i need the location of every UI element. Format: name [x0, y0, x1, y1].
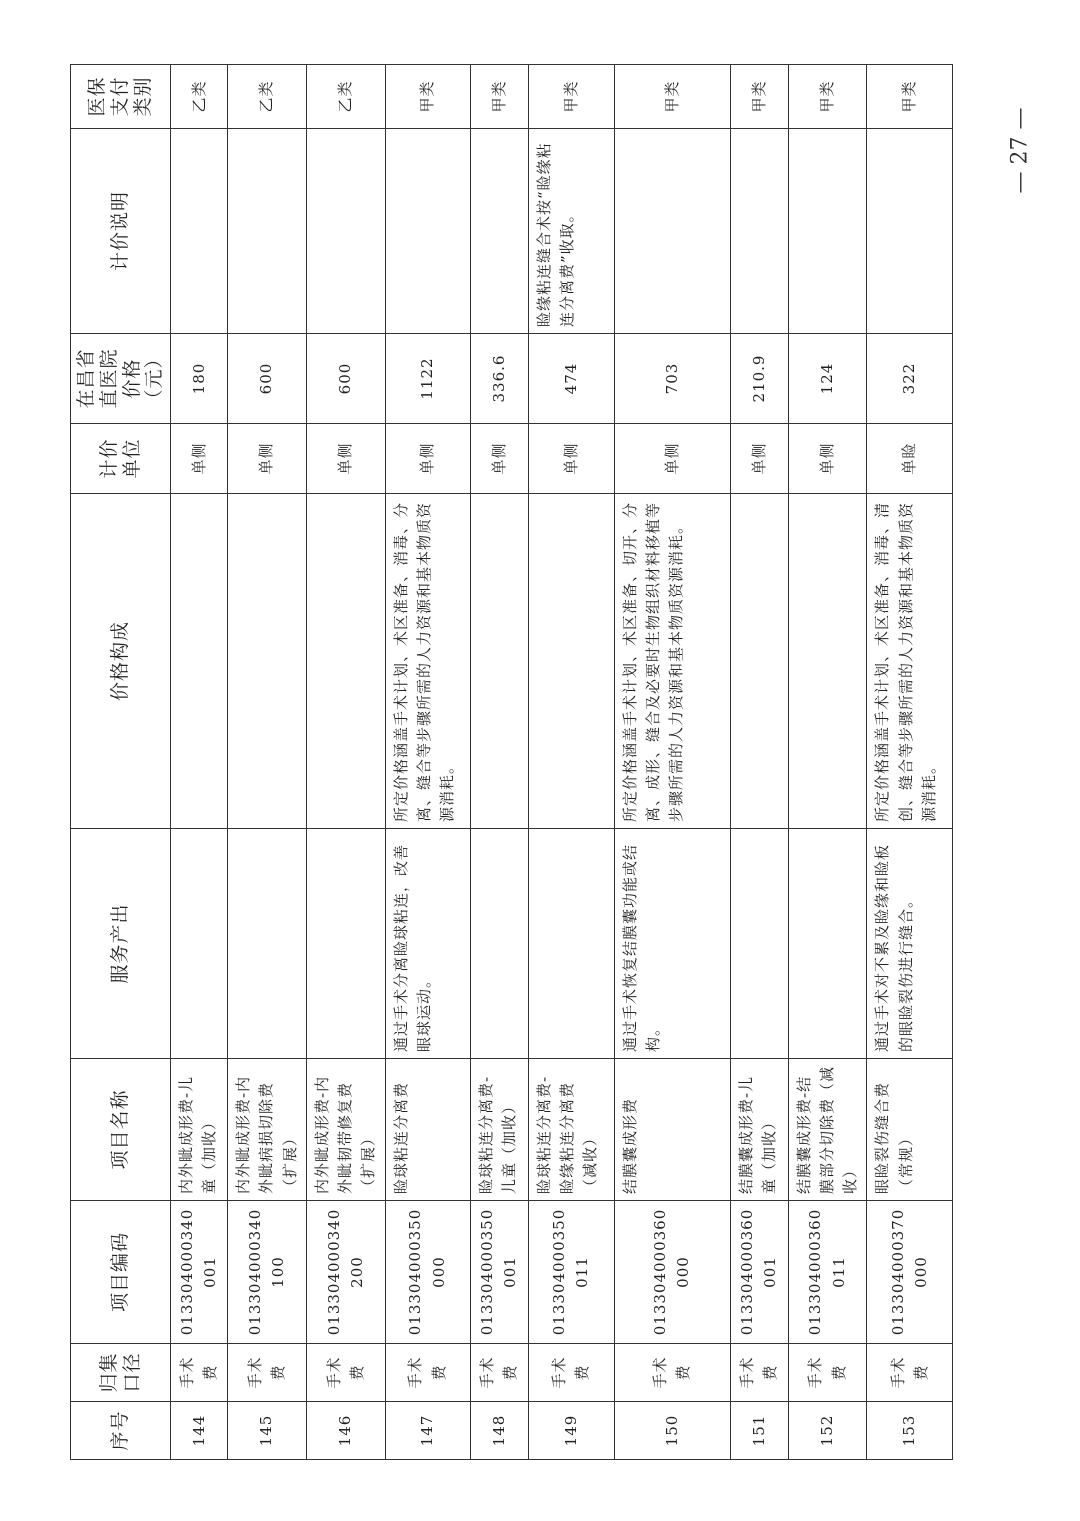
row-no: 153 [867, 1402, 953, 1460]
row-insurance: 乙类 [306, 65, 385, 129]
page-number-text: — 27 — [1007, 107, 1033, 193]
row-price: 322 [867, 334, 953, 424]
row-code: 013304000360001 [730, 1201, 788, 1344]
row-output: 通过手术对不累及睑缘和睑板的眼睑裂伤进行缝合。 [867, 829, 953, 1059]
header-no: 序号 [71, 1402, 171, 1460]
row-note [470, 129, 528, 334]
row-price: 180 [171, 334, 228, 424]
row-composition: 所定价格涵盖手术计划、术区准备、消毒、分离、缝合等步骤所需的人力资源和基本物质资源消耗。 [385, 494, 470, 829]
row-unit: 单侧 [306, 424, 385, 494]
row-category: 手术费 [171, 1344, 228, 1402]
table-header-row [71, 65, 171, 1460]
row-unit: 单侧 [228, 424, 307, 494]
header-note: 计价说明 [71, 129, 171, 334]
row-code: 013304000370000 [867, 1201, 953, 1344]
row-category: 手术费 [788, 1344, 867, 1402]
row-unit: 单侧 [788, 424, 867, 494]
row-no: 147 [385, 1402, 470, 1460]
row-insurance: 甲类 [385, 65, 470, 129]
row-output [306, 829, 385, 1059]
row-price: 210.9 [730, 334, 788, 424]
row-output: 通过手术恢复结膜囊功能或结构。 [614, 829, 730, 1059]
row-composition [228, 494, 307, 829]
header-insurance: 医保支付类别 [71, 65, 171, 129]
row-composition [171, 494, 228, 829]
row-no: 148 [470, 1402, 528, 1460]
row-name: 眼睑裂伤缝合费（常规） [867, 1059, 953, 1201]
row-note [228, 129, 307, 334]
row-unit: 单侧 [614, 424, 730, 494]
header-category: 归集口径 [71, 1344, 171, 1402]
row-output [470, 829, 528, 1059]
row-note [385, 129, 470, 334]
table-row [788, 65, 867, 1460]
row-category: 手术费 [528, 1344, 614, 1402]
row-name: 结膜囊成形费-儿童（加收） [730, 1059, 788, 1201]
row-unit: 单侧 [385, 424, 470, 494]
row-no: 152 [788, 1402, 867, 1460]
row-composition [470, 494, 528, 829]
header-composition: 价格构成 [71, 494, 171, 829]
fee-table [70, 64, 953, 1460]
row-name: 内外眦成形费-儿童（加收） [171, 1059, 228, 1201]
row-name: 结膜囊成形费-结膜部分切除费（减收） [788, 1059, 867, 1201]
page-number [1000, 95, 1040, 205]
row-composition: 所定价格涵盖手术计划、术区准备、切开、分离、成形、缝合及必要时生物组织材料移植等步骤所需的人力资源和基本物质资源消耗。 [614, 494, 730, 829]
row-price: 600 [306, 334, 385, 424]
row-note [730, 129, 788, 334]
row-no: 151 [730, 1402, 788, 1460]
row-composition [788, 494, 867, 829]
table-row [228, 65, 307, 1460]
row-price: 474 [528, 334, 614, 424]
table-body [171, 65, 953, 1460]
table-row [614, 65, 730, 1460]
row-note [867, 129, 953, 334]
row-note [614, 129, 730, 334]
header-code: 项目编码 [71, 1201, 171, 1344]
row-code: 013304000350011 [528, 1201, 614, 1344]
row-code: 013304000340100 [228, 1201, 307, 1344]
row-no: 144 [171, 1402, 228, 1460]
row-composition: 所定价格涵盖手术计划、术区准备、消毒、清创、缝合等步骤所需的人力资源和基本物质资源消耗。 [867, 494, 953, 829]
row-category: 手术费 [385, 1344, 470, 1402]
row-composition [528, 494, 614, 829]
row-unit: 单侧 [528, 424, 614, 494]
row-name: 内外眦成形费-内外眦病损切除费（扩展） [228, 1059, 307, 1201]
row-unit: 单睑 [867, 424, 953, 494]
row-insurance: 甲类 [788, 65, 867, 129]
row-unit: 单侧 [730, 424, 788, 494]
row-insurance: 甲类 [528, 65, 614, 129]
table-row [867, 65, 953, 1460]
row-no: 146 [306, 1402, 385, 1460]
table-row [385, 65, 470, 1460]
row-insurance: 甲类 [470, 65, 528, 129]
row-name: 睑球粘连分离费 [385, 1059, 470, 1201]
row-composition [306, 494, 385, 829]
header-name: 项目名称 [71, 1059, 171, 1201]
row-insurance: 乙类 [228, 65, 307, 129]
row-output [730, 829, 788, 1059]
row-category: 手术费 [228, 1344, 307, 1402]
row-name: 结膜囊成形费 [614, 1059, 730, 1201]
row-name: 内外眦成形费-内外眦韧带修复费（扩展） [306, 1059, 385, 1201]
row-output: 通过手术分离睑球粘连，改善眼球运动。 [385, 829, 470, 1059]
row-no: 149 [528, 1402, 614, 1460]
row-code: 013304000340001 [171, 1201, 228, 1344]
row-category: 手术费 [614, 1344, 730, 1402]
row-price: 703 [614, 334, 730, 424]
fee-table-rotated [70, 65, 950, 1460]
row-price: 1122 [385, 334, 470, 424]
row-no: 150 [614, 1402, 730, 1460]
table-row [306, 65, 385, 1460]
row-code: 013304000360011 [788, 1201, 867, 1344]
table-row [470, 65, 528, 1460]
row-insurance: 乙类 [171, 65, 228, 129]
row-note: 睑缘粘连缝合术按“睑缘粘连分离费”收取。 [528, 129, 614, 334]
row-code: 013304000340200 [306, 1201, 385, 1344]
row-price: 336.6 [470, 334, 528, 424]
row-category: 手术费 [306, 1344, 385, 1402]
row-price: 600 [228, 334, 307, 424]
row-output [228, 829, 307, 1059]
row-insurance: 甲类 [730, 65, 788, 129]
header-output: 服务产出 [71, 829, 171, 1059]
row-code: 013304000360000 [614, 1201, 730, 1344]
row-code: 013304000350001 [470, 1201, 528, 1344]
row-insurance: 甲类 [614, 65, 730, 129]
row-output [788, 829, 867, 1059]
row-insurance: 甲类 [867, 65, 953, 129]
table-row [730, 65, 788, 1460]
row-price: 124 [788, 334, 867, 424]
row-no: 145 [228, 1402, 307, 1460]
row-category: 手术费 [730, 1344, 788, 1402]
table-row [528, 65, 614, 1460]
row-name: 睑球粘连分离费-儿童（加收） [470, 1059, 528, 1201]
header-unit: 计价单位 [71, 424, 171, 494]
row-composition [730, 494, 788, 829]
row-output [528, 829, 614, 1059]
row-category: 手术费 [867, 1344, 953, 1402]
row-code: 013304000350000 [385, 1201, 470, 1344]
row-category: 手术费 [470, 1344, 528, 1402]
row-note [788, 129, 867, 334]
row-name: 睑球粘连分离费-睑缘粘连分离费（减收） [528, 1059, 614, 1201]
row-unit: 单侧 [171, 424, 228, 494]
header-price: 在昌省直医院价格（元） [71, 334, 171, 424]
table-row [171, 65, 228, 1460]
row-output [171, 829, 228, 1059]
row-note [306, 129, 385, 334]
row-unit: 单侧 [470, 424, 528, 494]
row-note [171, 129, 228, 334]
